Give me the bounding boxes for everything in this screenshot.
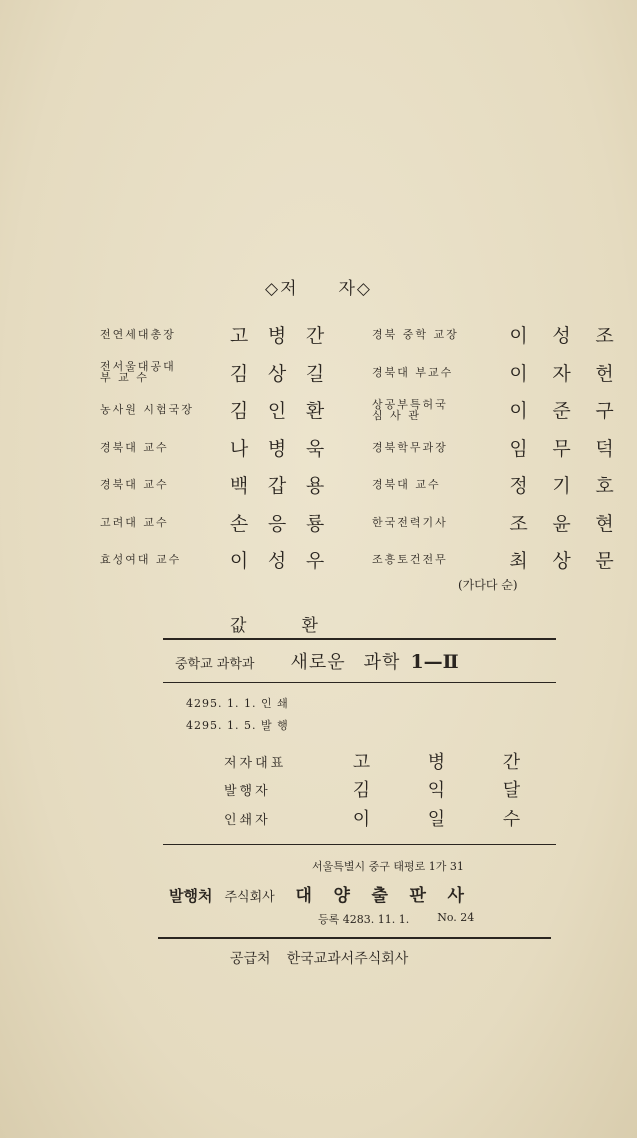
credit-row: [224, 748, 549, 774]
authors-heading-left: ◇저: [265, 279, 299, 299]
publisher-address: 서울특별시 중구 태평로 1가 31: [312, 860, 464, 873]
author-name: 고 병 간: [229, 325, 325, 348]
credit-row: [224, 776, 549, 802]
author-title: 경북대 부교수: [372, 365, 454, 379]
authors-heading: [0, 274, 637, 299]
credit-row: [224, 805, 549, 831]
divider: [163, 682, 556, 683]
publisher-line: [169, 881, 475, 906]
divider: [163, 638, 556, 640]
author-row: [100, 354, 334, 392]
author-title: 고려대 교수: [100, 515, 169, 529]
author-row: [372, 354, 626, 392]
print-date: 4295. 1. 1. 인 쇄: [186, 697, 289, 710]
author-name: 조 윤 현: [509, 512, 614, 535]
author-row: [100, 391, 334, 429]
authors-right-column: [372, 316, 626, 579]
author-title: 상공부특허국 심 사 관: [372, 397, 448, 422]
author-name: 나 병 욱: [229, 437, 325, 460]
order-note: (가다다 순): [458, 578, 518, 592]
author-title: 한국전력기사: [372, 515, 448, 529]
author-title: 경북 중학 교장: [372, 328, 459, 342]
author-row: [372, 391, 626, 429]
supplier-line: [230, 948, 408, 968]
author-name: 정 기 호: [509, 475, 614, 498]
author-row: [372, 504, 626, 542]
author-row: [100, 316, 334, 354]
author-name: 임 무 덕: [509, 437, 614, 460]
registration-date: 등록 4283. 11. 1.: [318, 913, 410, 926]
supplier-label: 공급처: [230, 951, 271, 967]
author-row: [100, 429, 334, 467]
author-row: [100, 466, 334, 504]
author-name: 이 성 조: [509, 325, 614, 348]
author-row: [372, 466, 626, 504]
publish-date: 4295. 1. 5. 발 행: [186, 719, 289, 732]
credit-name: 고 병 간: [352, 752, 521, 773]
supplier-name: 한국교과서주식회사: [286, 951, 409, 967]
author-title: 경북대 교수: [100, 478, 169, 492]
author-title: 경북대 교수: [372, 478, 441, 492]
price-label: [230, 611, 318, 636]
authors-heading-right: 자◇: [338, 279, 372, 299]
author-title: 조흥토건전무: [372, 553, 448, 567]
author-name: 김 인 환: [229, 400, 325, 423]
divider: [158, 937, 551, 939]
author-name: 김 상 길: [229, 362, 325, 385]
registration-number: No. 24: [437, 911, 475, 924]
book-title: 새로운 과학: [290, 652, 401, 673]
credit-label: 인쇄자: [224, 812, 271, 828]
author-name: 이 준 구: [509, 400, 614, 423]
author-title: 경북대 교수: [100, 440, 169, 454]
author-row: [100, 504, 334, 542]
price-left: 값: [230, 616, 247, 636]
author-title: 효성여대 교수: [100, 553, 182, 567]
credit-label: 발행자: [224, 783, 271, 799]
author-name: 이 성 우: [229, 550, 325, 573]
author-title: 경북학무과장: [372, 440, 448, 454]
price-right: 환: [301, 616, 318, 636]
book-volume: 1—Ⅱ: [410, 651, 459, 673]
author-name: 최 상 문: [509, 550, 614, 573]
author-row: [372, 541, 626, 579]
publisher-name: 대 양 출 판 사: [295, 886, 464, 906]
credit-name: 김 익 달: [352, 780, 521, 801]
author-name: 손 응 룡: [229, 512, 325, 535]
author-row: [372, 316, 626, 354]
author-title: 전서울대공대 부 교 수: [100, 360, 176, 385]
author-row: [372, 429, 626, 467]
book-title-line: [175, 648, 459, 674]
registration-line: [318, 911, 474, 927]
author-title: 농사원 시험국장: [100, 403, 194, 417]
author-name: 백 갑 용: [229, 475, 325, 498]
author-title: 전연세대총장: [100, 328, 176, 342]
divider: [163, 844, 556, 845]
authors-left-column: [100, 316, 334, 579]
author-name: 이 자 헌: [509, 362, 614, 385]
credit-name: 이 일 수: [352, 809, 521, 830]
book-subject: 중학교 과학과: [175, 657, 255, 672]
author-row: [100, 541, 334, 579]
publisher-label: 발행처: [169, 887, 213, 905]
credit-label: 저자대표: [224, 755, 287, 771]
publisher-corp: 주식회사: [224, 890, 275, 905]
